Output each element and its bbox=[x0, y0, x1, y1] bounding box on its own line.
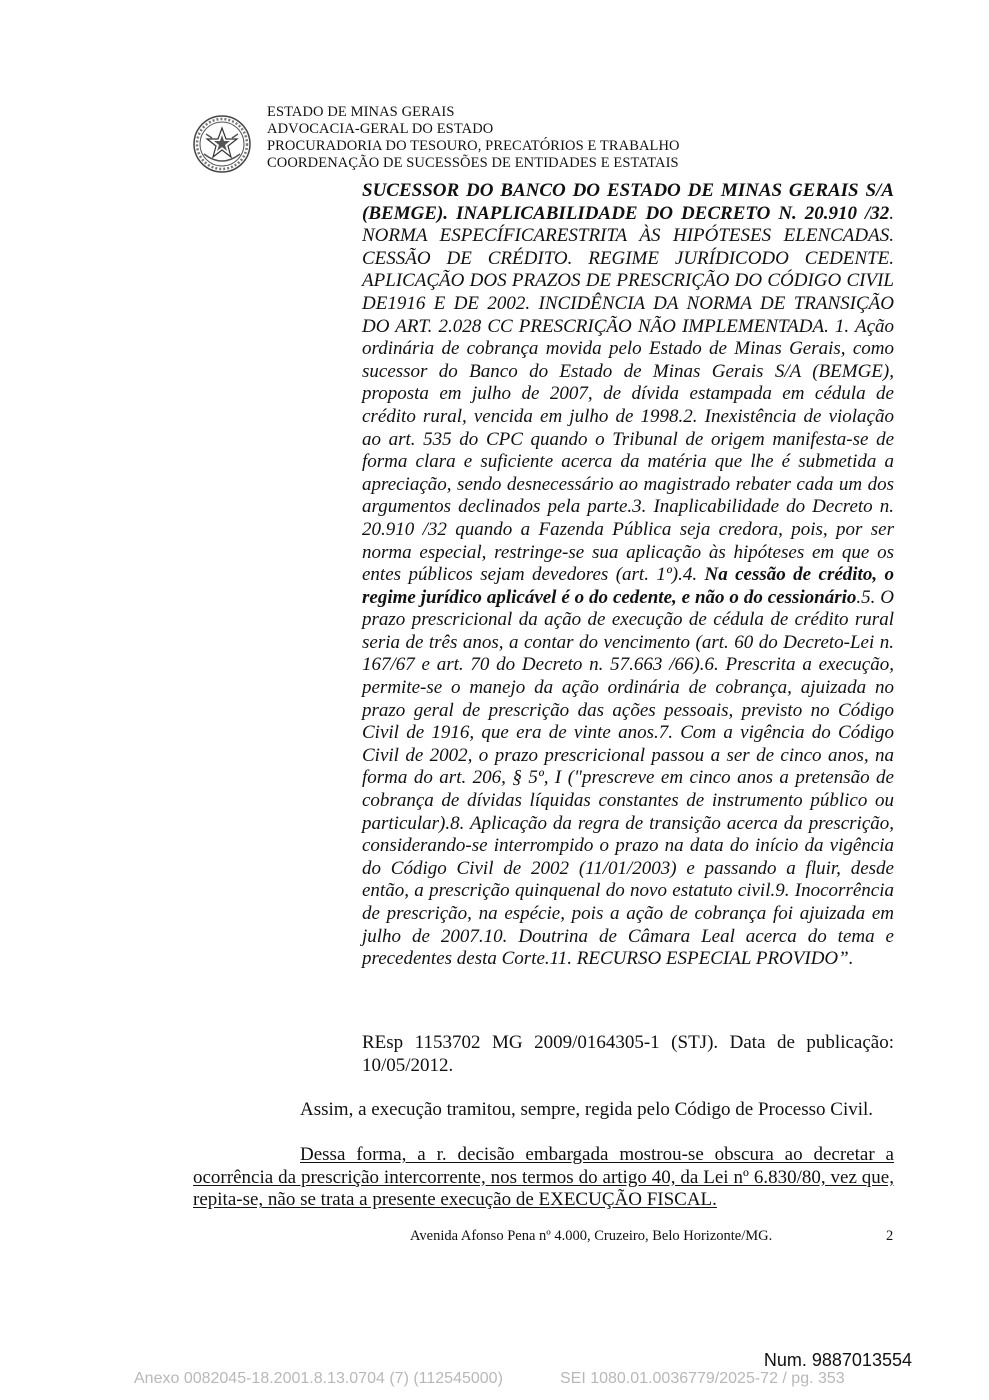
coat-of-arms-icon bbox=[192, 114, 252, 174]
quote-text-part-1: . NORMA ESPECÍFICARESTRITA ÀS HIPÓTESES ELENCADAS. CESSÃO DE CRÉDITO. REGIME JURÍDICODO CEDENTE. APLICAÇÃO DOS PRAZOS DE PRESCRIÇÃO DO CÓDIGO CIVIL DE1916 E DE 2002. INCIDÊNCIA DA NORMA DE TRANSIÇÃO DO ART. 2.028 CC PRESCRIÇÃO NÃO IMPLEMENTADA. 1. Ação ordinária de cobrança movida pelo Estado de Minas Gerais, como sucessor do Banco do Estado de Minas Gerais S/A (BEMGE), proposta em julho de 2007, de dívida estampada em cédula de crédito rural, vencida em julho de 1998.2. Inexistência de violação ao art. 535 do CPC quando o Tribunal de origem manifesta-se de forma clara e suficiente acerca da matéria que lhe é submetida a apreciação, sendo desnecessário ao magistrado rebater cada um dos argumentos declinados pela parte.3. Inaplicabilidade do Decreto n. 20.910 /32 quando a Fazenda Pública seja credora, pois, por ser norma especial, restringe-se sua aplicação às hipóteses em que os entes públicos sejam devedores (art. 1º).4. bbox=[362, 202, 894, 586]
paragraph-execution: Assim, a execução tramitou, sempre, regida pelo Código de Processo Civil. bbox=[300, 1099, 874, 1120]
sei-stamp: SEI 1080.01.0036779/2025-72 / pg. 353 bbox=[560, 1370, 845, 1387]
annex-stamp: Anexo 0082045-18.2001.8.13.0704 (7) (112545000) bbox=[134, 1370, 503, 1387]
quote-bold-heading: SUCESSOR DO BANCO DO ESTADO DE MINAS GERAIS S/A (BEMGE). INAPLICABILIDADE DO DECRETO N. 20.910 /32 bbox=[362, 180, 894, 224]
letterhead-line-office: PROCURADORIA DO TESOURO, PRECATÓRIOS E TRABALHO bbox=[267, 138, 680, 154]
letterhead-line-state: ESTADO DE MINAS GERAIS bbox=[267, 104, 455, 120]
letterhead bbox=[190, 104, 750, 176]
quote-bold-emphasis: Na cessão de crédito, o regime jurídico aplicável é o do cedente, e não o do cessionário bbox=[362, 564, 894, 608]
page-number: 2 bbox=[886, 1228, 894, 1244]
letterhead-lines bbox=[267, 104, 680, 172]
letterhead-line-agency: ADVOCACIA-GERAL DO ESTADO bbox=[267, 121, 494, 137]
quote-text-part-2: .5. O prazo prescricional da ação de execução de cédula de crédito rural seria de três anos, a contar do vencimento (art. 60 do Decreto-Lei n. 167/67 e art. 70 do Decreto n. 57.663 /66).6. Prescrita a execução, permite-se o manejo da ação ordinária de cobrança, ajuizada no prazo geral de prescrição das ações pessoais, previsto no Código Civil de 1916, que era de vinte anos.7. Com a vigência do Código Civil de 2002, o prazo prescricional passou a ser de cinco anos, na forma do art. 206, § 5º, I ("prescreve em cinco anos a pretensão de cobrança de dívidas líquidas constantes de instrumento público ou particular).8. Aplicação da regra de transição acerca da prescrição, considerando-se interrompido o prazo na data do início da vigência do Código Civil de 2002 (11/01/2003) e passando a fluir, desde então, a prescrição quinquenal do novo estatuto civil.9. Inocorrência de prescrição, na espécie, pois a ação de cobrança foi ajuizada em julho de 2007.10. Doutrina de Câmara Leal acerca do tema e precedentes desta Corte.11. RECURSO ESPECIAL PROVIDO”. bbox=[362, 586, 894, 970]
paragraph-conclusion: Dessa forma, a r. decisão embargada mostrou-se obscura ao decretar a ocorrência da prescrição intercorrente, nos termos do artigo 40, da Lei nº 6.830/80, vez que, repita-se, não se trata a presente execução de EXECUÇÃO FISCAL. bbox=[193, 1144, 894, 1211]
case-citation: REsp 1153702 MG 2009/0164305-1 (STJ). Data de publicação: 10/05/2012. bbox=[362, 1032, 894, 1076]
letterhead-line-coordination: COORDENAÇÃO DE SUCESSÕES DE ENTIDADES E ESTATAIS bbox=[267, 155, 679, 171]
document-number-stamp: Num. 9887013554 bbox=[763, 1350, 912, 1370]
footer-address: Avenida Afonso Pena nº 4.000, Cruzeiro, Belo Horizonte/MG. bbox=[410, 1228, 773, 1244]
jurisprudence-quote bbox=[362, 180, 894, 971]
